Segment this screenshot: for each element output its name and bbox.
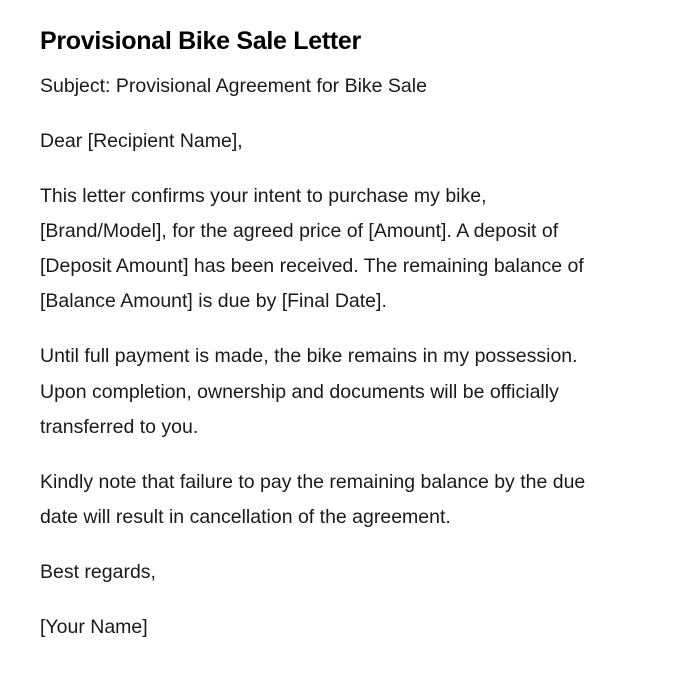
letter-paragraph-possession — [40, 339, 660, 445]
paragraph-line: This letter confirms your intent to purchase my bike, — [40, 184, 487, 207]
letter-subject: Subject: Provisional Agreement for Bike Sale — [40, 75, 427, 97]
paragraph-line: Until full payment is made, the bike remains in my possession. — [40, 345, 578, 368]
letter-title: Provisional Bike Sale Letter — [40, 27, 361, 55]
paragraph-line: date will result in cancellation of the agreement. — [40, 505, 451, 528]
paragraph-line: Kindly note that failure to pay the remaining balance by the due — [40, 470, 586, 493]
paragraph-line: Upon completion, ownership and documents will be officially — [40, 380, 559, 403]
paragraph-line: [Balance Amount] is due by [Final Date]. — [40, 290, 387, 313]
letter-paragraph-cancellation — [40, 465, 660, 536]
letter-signature: [Your Name] — [40, 615, 148, 638]
paragraph-line: [Deposit Amount] has been received. The remaining balance of — [40, 255, 584, 278]
paragraph-line: transferred to you. — [40, 415, 199, 438]
letter-paragraph-intent — [40, 179, 660, 320]
letter-closing: Best regards, — [40, 560, 156, 583]
paragraph-line: [Brand/Model], for the agreed price of [Amount]. A deposit of — [40, 219, 559, 242]
letter-salutation: Dear [Recipient Name], — [40, 129, 243, 152]
